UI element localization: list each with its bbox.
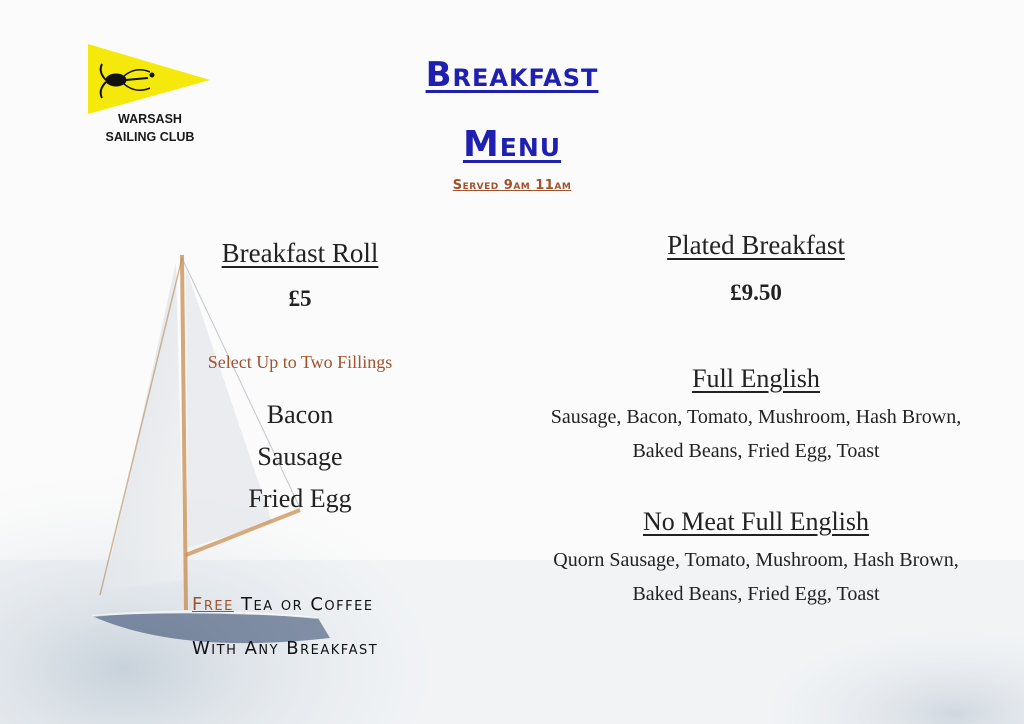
fillings-note: Select Up to Two Fillings <box>207 352 393 372</box>
option-full-english-desc <box>506 400 1006 468</box>
option-full-english-title: Full English <box>692 364 820 393</box>
breakfast-roll-price: £5 <box>288 286 312 311</box>
club-name <box>80 110 220 146</box>
plated-breakfast-title: Plated Breakfast <box>667 230 845 260</box>
menu-title-line2: Menu <box>462 124 562 165</box>
desc-line: Baked Beans, Fried Egg, Toast <box>632 583 880 605</box>
menu-title-line1: Breakfast <box>425 55 599 95</box>
breakfast-roll-title: Breakfast Roll <box>221 238 379 268</box>
option-no-meat-desc <box>506 543 1006 611</box>
club-name-line2: SAILING CLUB <box>105 130 195 144</box>
plated-breakfast-price: £9.50 <box>730 280 782 305</box>
free-label: Free <box>192 594 234 615</box>
filling-item: Sausage <box>257 442 343 471</box>
free-drink-text: Tea or Coffee <box>233 594 374 615</box>
desc-line: Sausage, Bacon, Tomato, Mushroom, Hash Brown, <box>550 406 962 428</box>
filling-item: Bacon <box>266 400 334 429</box>
club-burgee-logo <box>86 42 212 116</box>
filling-item: Fried Egg <box>248 484 352 513</box>
served-hours: Served 9am 11am <box>452 178 572 193</box>
option-no-meat-title: No Meat Full English <box>642 507 870 536</box>
free-drink-promo-line2: With Any Breakfast <box>192 638 379 659</box>
desc-line: Baked Beans, Fried Egg, Toast <box>632 440 880 462</box>
free-drink-promo-line1 <box>192 594 472 615</box>
desc-line: Quorn Sausage, Tomato, Mushroom, Hash Brown, <box>553 549 959 571</box>
fillings-list <box>150 394 450 520</box>
club-name-line1: WARSASH <box>118 112 182 126</box>
